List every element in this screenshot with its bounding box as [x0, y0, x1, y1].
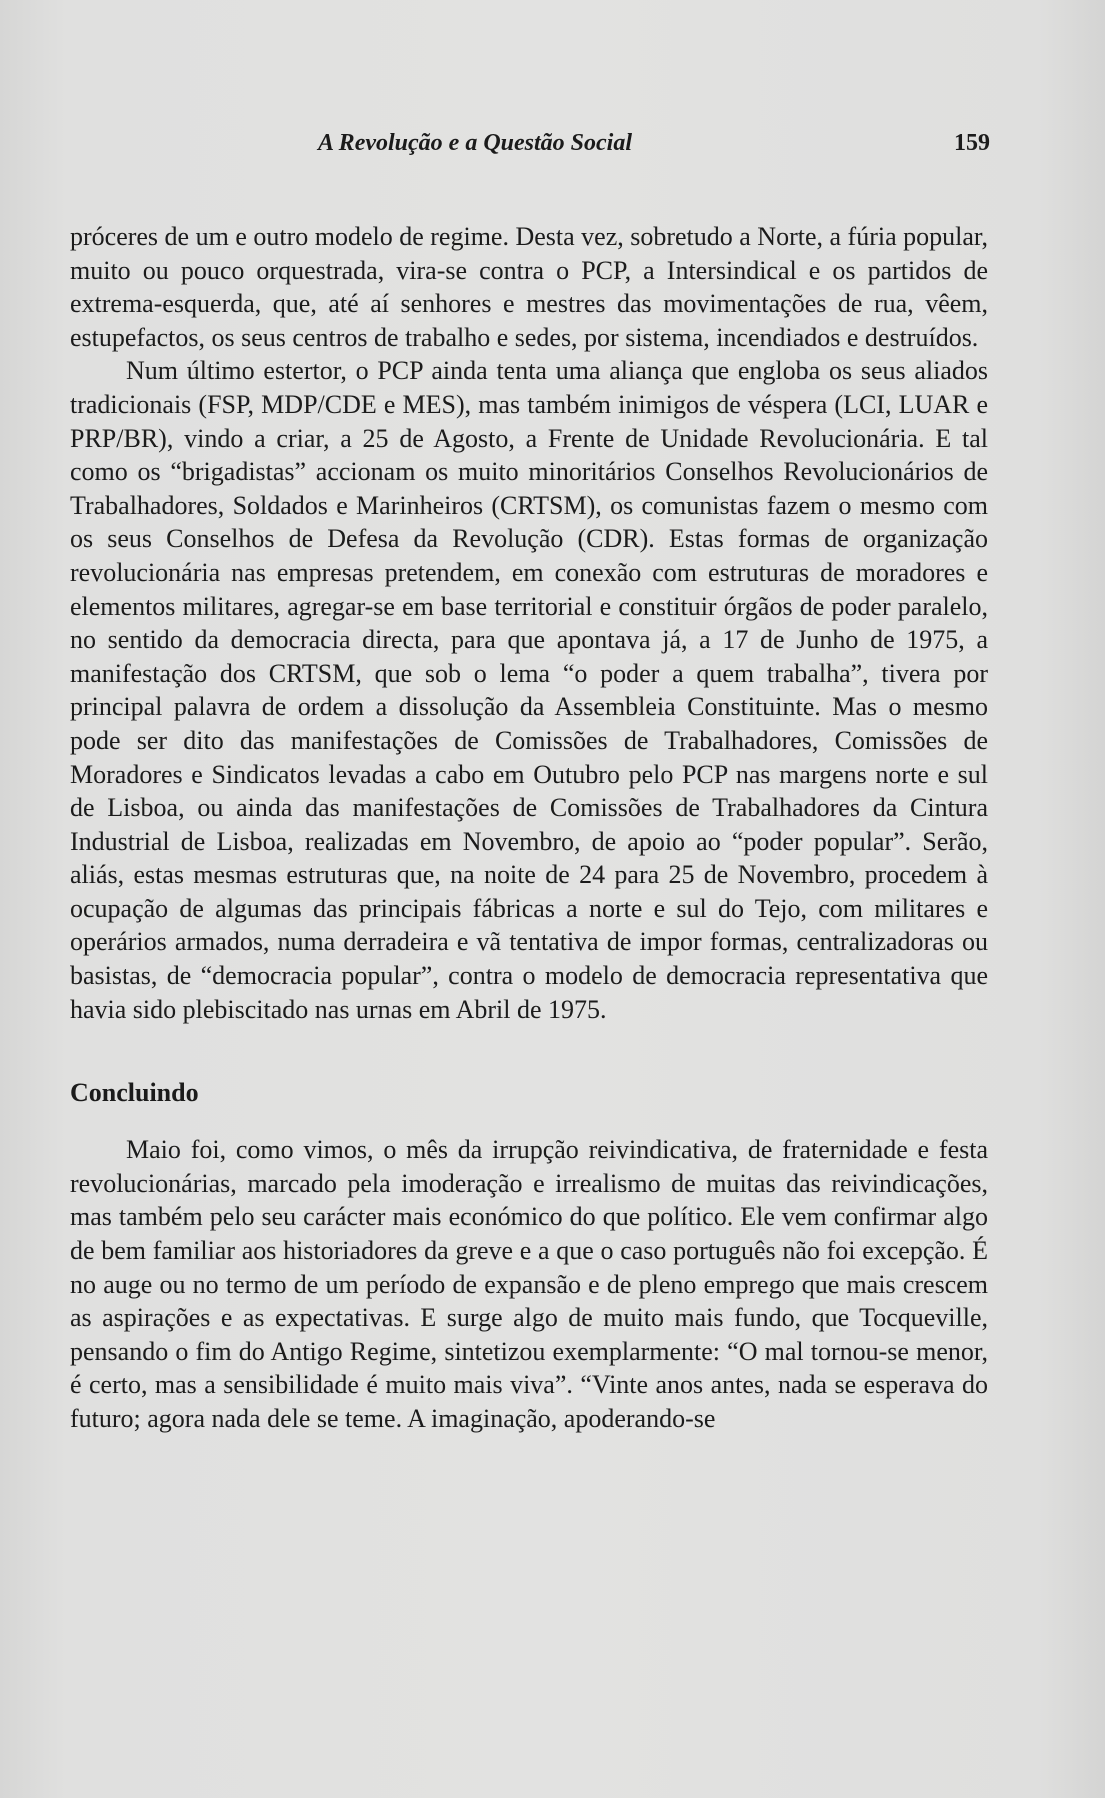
body-text [70, 220, 988, 1436]
section-heading: Concluindo [70, 1078, 199, 1108]
page-number: 159 [954, 130, 990, 156]
running-title: A Revolução e a Questão Social [318, 130, 632, 156]
paragraph: Maio foi, como vimos, o mês da irrupção reivindicativa, de fraternidade e festa revolucionárias, marcado pela imoderação e irrealismo de muitas das reivindicações, mas também pelo seu carácter mais económico do que político. Ele vem confirmar algo de bem familiar aos historiadores da greve e a que o caso português não foi excepção. É no auge ou no termo de um período de expansão e de pleno emprego que mais crescem as aspirações e as expectativas. E surge algo de muito mais fundo, que Tocqueville, pensando o fim do Antigo Regime, sintetizou exemplarmente: “O mal tornou-se menor, é certo, mas a sensibilidade é muito mais viva”. “Vinte anos antes, nada se esperava do futuro; agora nada dele se teme. A imaginação, apoderando-se [70, 1135, 988, 1433]
paragraph: Num último estertor, o PCP ainda tenta uma aliança que engloba os seus aliados tradicionais (FSP, MDP/CDE e MES), mas também inimigos de véspera (LCI, LUAR e PRP/BR), vindo a criar, a 25 de Agosto, a Frente de Unidade Revolucionária. E tal como os “brigadistas” accionam os muito minoritários Conselhos Revolucionários de Trabalhadores, Soldados e Marinheiros (CRTSM), os comunistas fazem o mesmo com os seus Conselhos de Defesa da Revolução (CDR). Estas formas de organização revolucionária nas empresas pretendem, em conexão com estruturas de moradores e elementos militares, agregar-se em base territorial e constituir órgãos de poder paralelo, no sentido da democracia directa, para que apontava já, a 17 de Junho de 1975, a manifestação dos CRTSM, que sob o lema “o poder a quem trabalha”, tivera por principal palavra de ordem a dissolução da Assembleia Constituinte. Mas o mesmo pode ser dito das manifestações de Comissões de Trabalhadores, Comissões de Moradores e Sindicatos levadas a cabo em Outubro pelo PCP nas margens norte e sul de Lisboa, ou ainda das manifestações de Comissões de Trabalhadores da Cintura Industrial de Lisboa, realizadas em Novembro, de apoio ao “poder popular”. Serão, aliás, estas mesmas estruturas que, na noite de 24 para 25 de Novembro, procedem à ocupação de algumas das principais fábricas a norte e sul do Tejo, com militares e operários armados, numa derradeira e vã tentativa de impor formas, centralizadoras ou basistas, de “democracia popular”, contra o modelo de democracia representativa que havia sido plebiscitado nas urnas em Abril de 1975. [70, 356, 988, 1024]
running-header [70, 130, 990, 162]
paragraph: próceres de um e outro modelo de regime. Desta vez, sobretudo a Norte, a fúria popular, muito ou pouco orquestrada, vira-se contra o PCP, a Intersindical e os partidos de extrema-esquerda, que, até aí senhores e mestres das movimentações de rua, vêem, estupefactos, os seus centros de trabalho e sedes, por sistema, incendiados e destruídos. [70, 222, 989, 352]
